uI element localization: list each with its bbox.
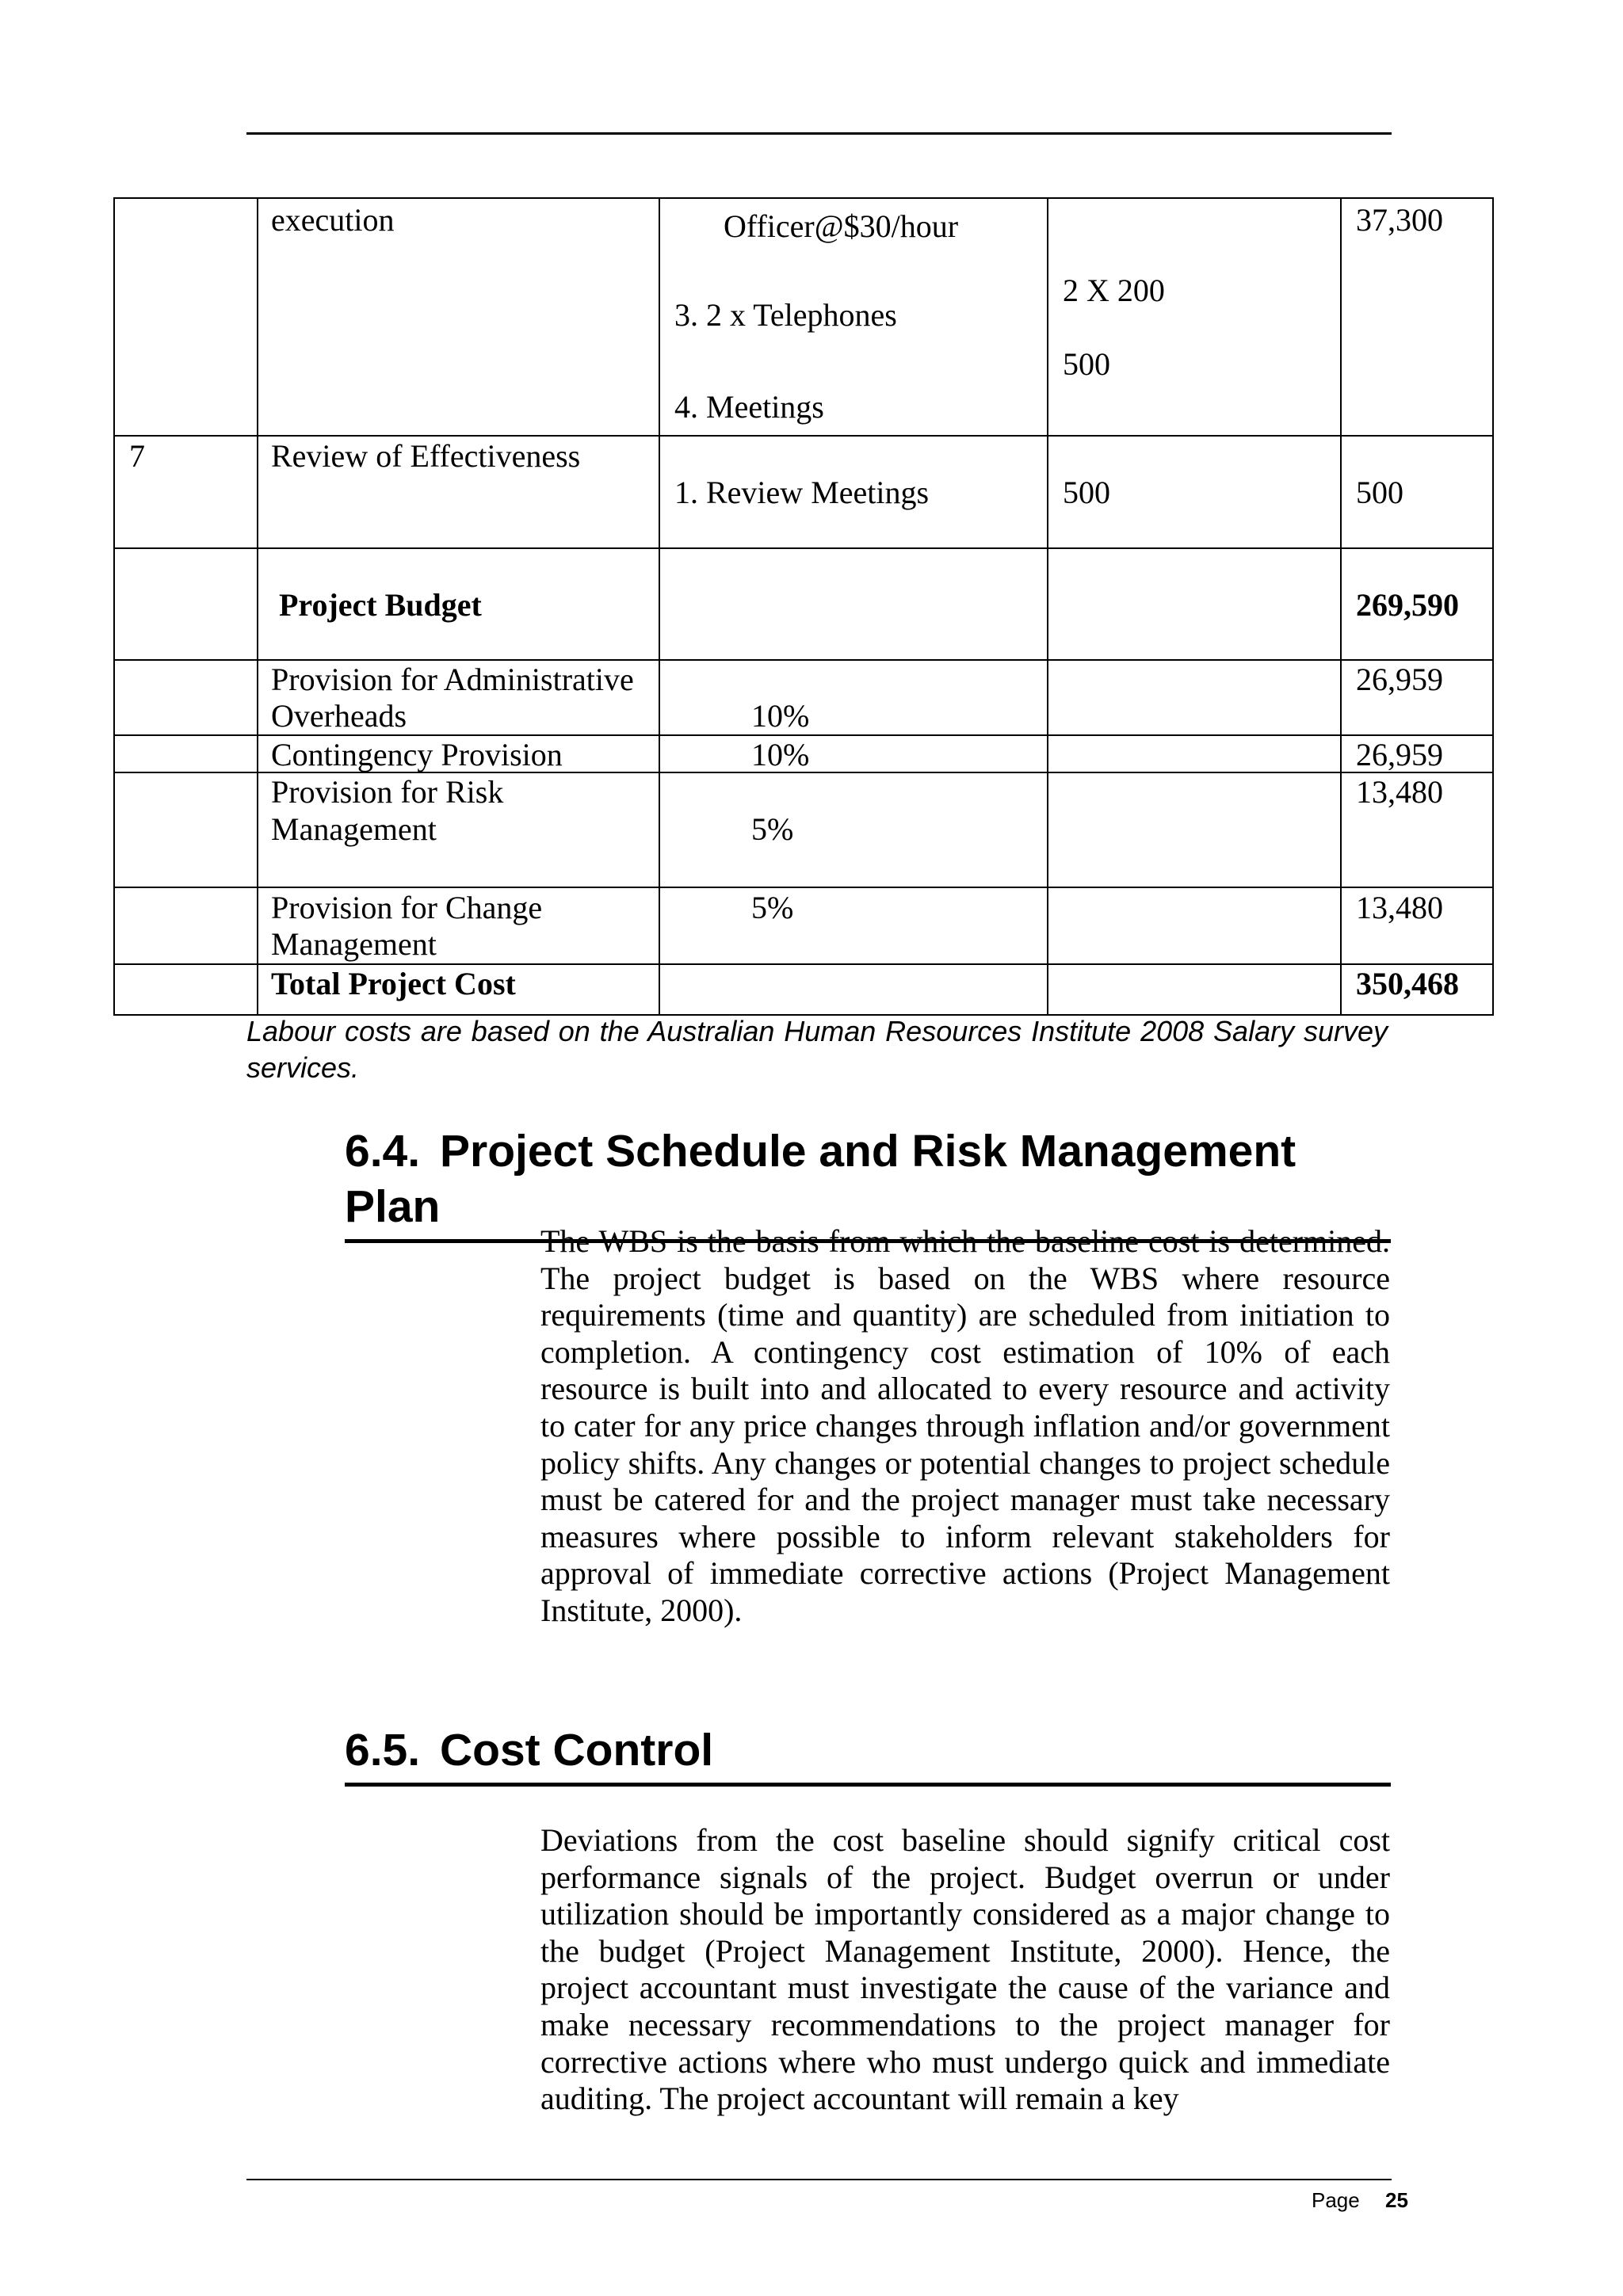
- activity-cell: Provision for Change: [271, 890, 543, 925]
- cost-cell: 269,590: [1356, 587, 1459, 623]
- row-number-cell: 7: [129, 438, 145, 474]
- activity-cell: Provision for Administrative: [271, 662, 634, 697]
- activity-cell: Overheads: [271, 698, 407, 734]
- header-rule: [246, 132, 1392, 135]
- cost-cell: 13,480: [1356, 890, 1443, 925]
- row-divider: [115, 435, 1492, 437]
- activity-cell: Management: [271, 926, 437, 962]
- cost-cell: 37,300: [1356, 202, 1443, 238]
- activity-cell: Total Project Cost: [271, 966, 516, 1001]
- activity-cell: execution: [271, 202, 395, 238]
- cost-cell: 13,480: [1356, 774, 1443, 810]
- section-number: 6.4.: [345, 1126, 421, 1177]
- cost-cell: 26,959: [1356, 662, 1443, 697]
- unit-cell: 500: [1063, 346, 1110, 382]
- table-footnote: Labour costs are based on the Australian Human Resources Institute 2008 Salary survey services.: [246, 1015, 1388, 1084]
- unit-cell: 2 X 200: [1063, 273, 1165, 308]
- item-cell: Officer@$30/hour: [724, 208, 959, 244]
- row-divider: [115, 887, 1492, 888]
- footer-rule: [246, 2179, 1392, 2180]
- row-divider: [115, 659, 1492, 661]
- percent-cell: 10%: [751, 698, 810, 734]
- body-paragraph: The WBS is the basis from which the baseline cost is determined. The project budget is based on the WBS where resource requirements (time and quantity) are scheduled from initiation to completion. A contingency cost estimation of 10% of each resource is built into and allocated to every resource and activity to cater for any price changes through inflation and/or government policy shifts. Any changes or potential changes to project schedule must be catered for and the project manager must take necessary measures where possible to inform relevant stakeholders for approval of immediate corrective actions (Project Management Institute, 2000).: [540, 1223, 1390, 1628]
- budget-table: [113, 197, 1494, 1016]
- column-divider: [1340, 199, 1342, 1014]
- activity-cell: Management: [271, 811, 437, 847]
- item-cell: 1. Review Meetings: [674, 475, 930, 510]
- section-title: Cost Control: [440, 1725, 714, 1775]
- activity-cell: Provision for Risk: [271, 774, 504, 810]
- percent-cell: 5%: [751, 890, 794, 925]
- section-heading: [345, 1722, 1391, 1787]
- section-title: Project Schedule and Risk Management Plan: [345, 1126, 1296, 1232]
- percent-cell: 5%: [751, 811, 794, 847]
- cost-cell: 26,959: [1356, 737, 1443, 772]
- percent-cell: 10%: [751, 737, 810, 772]
- body-paragraph: Deviations from the cost baseline should signify critical cost performance signals of the project. Budget overrun or under utilization should be importantly considered as a major change to the budget (Project Management Institute, 2000). Hence, the project accountant must investigate the cause of the variance and make necessary recommendations to the project manager for corrective actions where who must undergo quick and immediate auditing. The project accountant will remain a key: [540, 1822, 1390, 2117]
- activity-cell: Review of Effectiveness: [271, 438, 581, 474]
- page-label: Page: [1312, 2188, 1360, 2212]
- page-number: 25: [1385, 2188, 1408, 2212]
- row-divider: [115, 963, 1492, 965]
- activity-cell: Project Budget: [279, 587, 482, 623]
- activity-cell: Contingency Provision: [271, 737, 563, 772]
- cost-cell: 500: [1356, 475, 1403, 510]
- section-number: 6.5.: [345, 1725, 421, 1775]
- item-cell: 4. Meetings: [674, 389, 824, 425]
- column-divider: [257, 199, 258, 1014]
- item-cell: 3. 2 x Telephones: [674, 297, 897, 333]
- row-divider: [115, 547, 1492, 549]
- column-divider: [1047, 199, 1048, 1014]
- row-divider: [115, 734, 1492, 736]
- column-divider: [659, 199, 660, 1014]
- cost-cell: 350,468: [1356, 966, 1459, 1001]
- unit-cell: 500: [1063, 475, 1110, 510]
